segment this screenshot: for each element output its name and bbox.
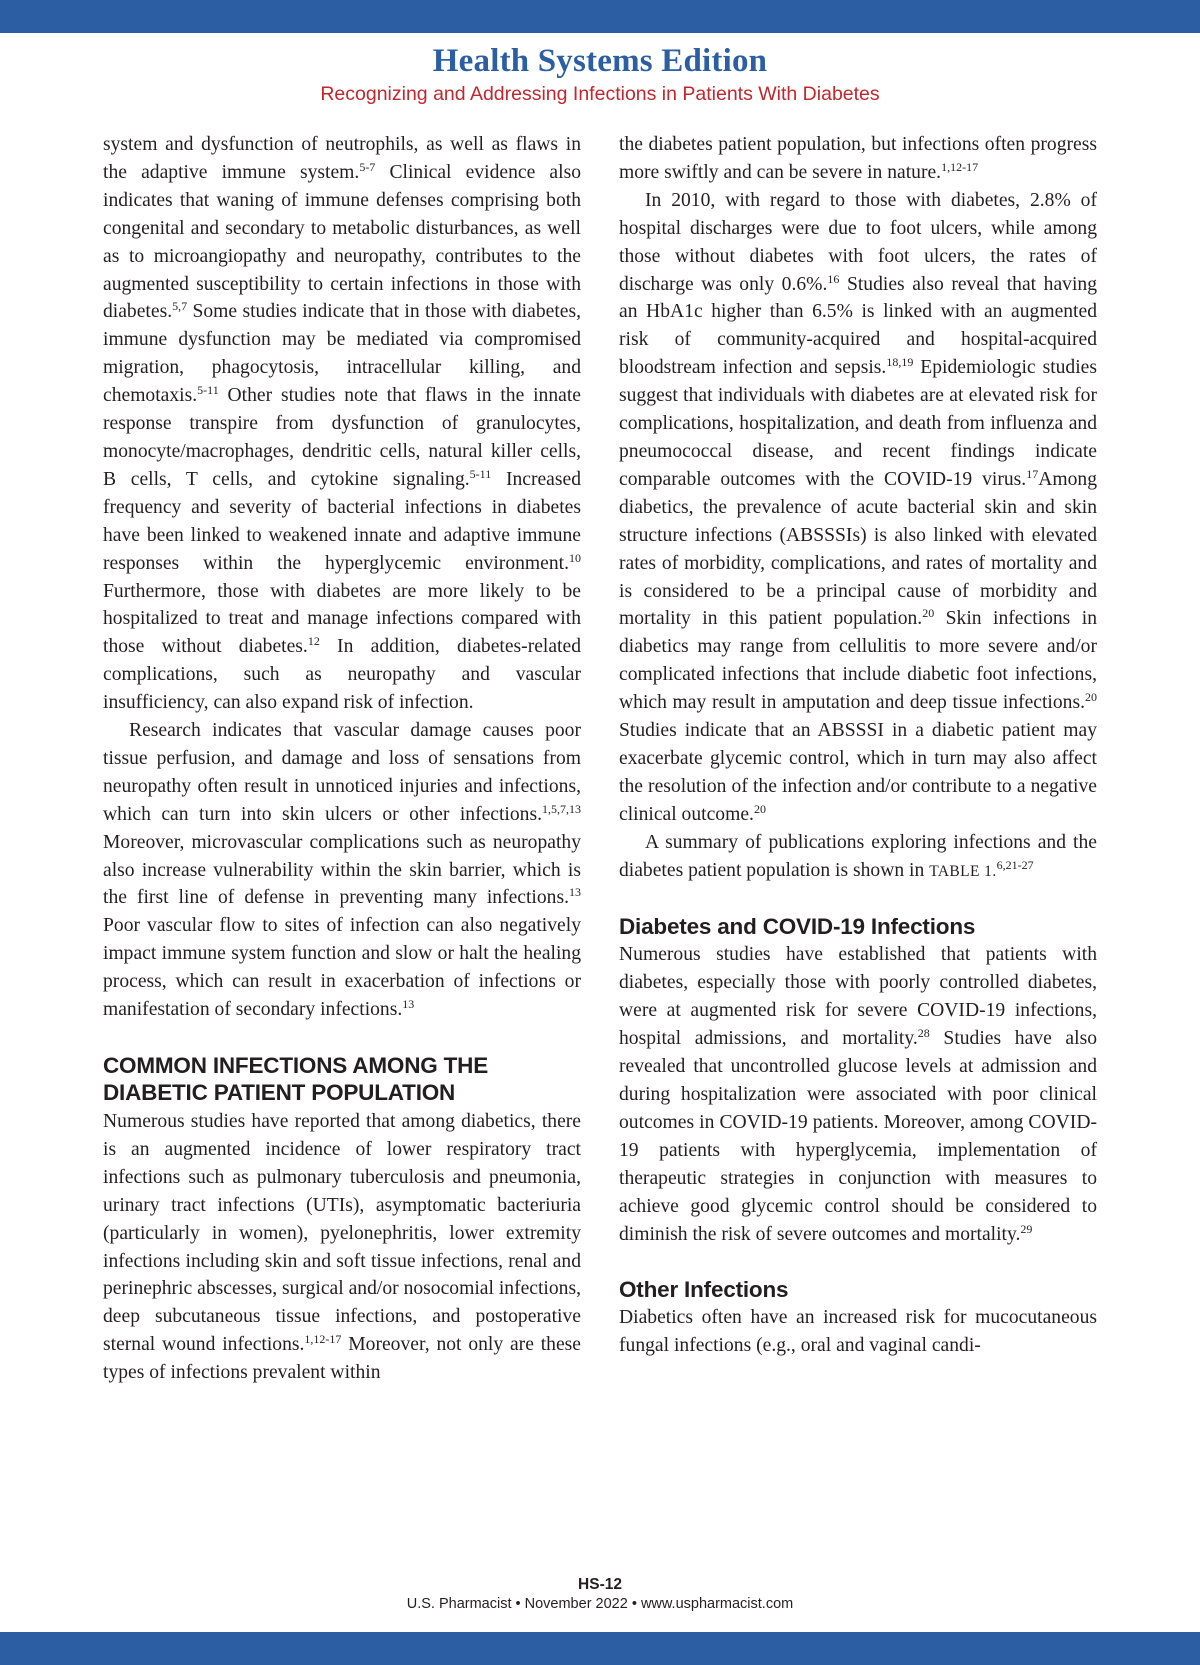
page-footer: [0, 1575, 1200, 1614]
section-heading-other-infections: Other Infections: [619, 1277, 789, 1303]
paragraph: In 2010, with regard to those with diabetes, 2.8% of hospital discharges were due to foot ulcers, while among those without diabetes with foot ulcers, the rates of discharge was only 0.6%.$^{16}$ Studies also reveal that having an HbA1c higher than 6.5% is linked with an augmented risk of community-acquired and hospital-acquired bloodstream infection and sepsis.$^{18,19}$ Epidemiologic studies suggest that individuals with diabetes are at elevated risk for complications, hospitalization, and death from influenza and pneumococcal disease, and recent findings indicate comparable outcomes with the COVID-19 virus.$^{17}$Among diabetics, the prevalence of acute bacterial skin and skin structure infections (ABSSSIs) is also linked with elevated rates of morbidity, complications, and rates of mortality and is considered to be a principal cause of morbidity and mortality in this patient population.$^{20}$ Skin infections in diabetics may range from cellulitis to more severe and/or complicated infections that include diabetic foot infections, which may result in amputation and deep tissue infections.$^{20}$ Studies indicate that an ABSSSI in a diabetic patient may exacerbate glycemic control, which in turn may also affect the resolution of the infection and/or contribute to a negative clinical outcome.$^{20}$: [619, 189, 1097, 825]
publication-credit: U.S. Pharmacist • November 2022 • www.uspharmacist.com: [406, 1596, 794, 1612]
left-column: [103, 131, 581, 1387]
right-column: [619, 131, 1097, 1360]
table-reference: TABLE 1.: [929, 862, 997, 880]
section-heading-covid: Diabetes and COVID-19 Infections: [619, 914, 976, 940]
paragraph: Numerous studies have reported that among diabetics, there is an augmented incidence of lower respiratory tract infections such as pulmonary tuberculosis and pneumonia, urinary tract infections (UTIs), asymptomatic bacteriuria (particularly in women), pyelonephritis, lower extremity infections including skin and soft tissue infections, renal and perinephric abscesses, surgical and/or nosocomial infections, deep subcutaneous tissue infections, and postoperative sternal wound infections.$^{1,12-17}$ Moreover, not only are these types of infections prevalent within: [103, 1111, 581, 1384]
paragraph: A summary of publications exploring infections and the diabetes patient population is shown in TABLE 1.$^{6,21-27}$: [619, 831, 1097, 881]
top-color-band: [0, 0, 1200, 33]
paragraph: system and dysfunction of neutrophils, as well as flaws in the adaptive immune system.$^{5-7}$ Clinical evidence also indicates that waning of immune defenses comprising both congenital and secondary to metabolic disturbances, as well as to microangiopathy and neuropathy, contributes to the augmented susceptibility to certain infections in those with diabetes.$^{5,7}$ Some studies indicate that in those with diabetes, immune dysfunction may be mediated via compromised migration, phagocytosis, intracellular killing, and chemotaxis.$^{5-11}$ Other studies note that flaws in the innate response transpire from dysfunction of granulocytes, monocyte/macrophages, dendritic cells, natural killer cells, B cells, T cells, and cytokine signaling.$^{5-11}$ Increased frequency and severity of bacterial infections in diabetes have been linked to weakened innate and adaptive immune responses within the hyperglycemic environment.$^{10}$ Furthermore, those with diabetes are more likely to be hospitalized to treat and manage infections compared with those without diabetes.$^{12}$ In addition, diabetes-related complications, such as neuropathy and vascular insufficiency, can also expand risk of infection.: [103, 134, 581, 714]
paragraph: Research indicates that vascular damage causes poor tissue perfusion, and damage and loss of sensations from neuropathy often result in unnoticed injuries and infections, which can turn into skin ulcers or other infections.$^{1,5,7,13}$ Moreover, microvascular complications such as neuropathy also increase vulnerability within the skin barrier, which is the first line of defense in preventing many infections.$^{13}$ Poor vascular flow to sites of infection can also negatively impact immune system function and slow or halt the healing process, which can result in exacerbation of infections or manifestation of secondary infections.$^{13}$: [103, 720, 581, 1021]
paragraph: the diabetes patient population, but infections often progress more swiftly and can be severe in nature.$^{1,12-17}$: [619, 134, 1097, 183]
section-heading-common-infections: COMMON INFECTIONS AMONG THE DIABETIC PATIENT POPULATION: [103, 1053, 488, 1105]
bottom-color-band: [0, 1632, 1200, 1665]
edition-title: Health Systems Edition: [432, 43, 768, 79]
masthead: [0, 40, 1200, 106]
page-number: HS-12: [578, 1576, 622, 1593]
paragraph: Diabetics often have an increased risk for mucocutaneous fungal infections (e.g., oral and vaginal candi-: [619, 1307, 1097, 1357]
article-title: Recognizing and Addressing Infections in Patients With Diabetes: [320, 83, 880, 105]
paragraph: Numerous studies have established that patients with diabetes, especially those with poorly controlled diabetes, were at augmented risk for severe COVID-19 infections, hospital admissions, and mortality.$^{28}$ Studies have also revealed that uncontrolled glucose levels at admission and during hospitalization were associated with poor clinical outcomes in COVID-19 patients. Moreover, among COVID-19 patients with hyperglycemia, implementation of therapeutic strategies in conjunction with measures to achieve good glycemic control should be considered to diminish the risk of severe outcomes and mortality.$^{29}$: [619, 944, 1097, 1245]
